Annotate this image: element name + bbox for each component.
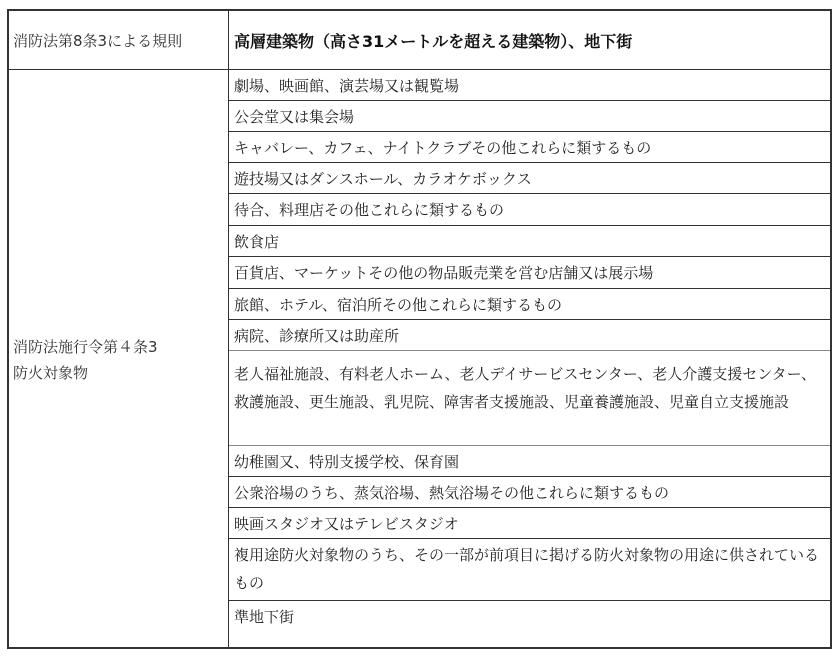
header-regulation-label: 消防法第8条3による規則 bbox=[9, 11, 229, 69]
table-row: 旅館、ホテル、宿泊所その他これらに類するもの bbox=[229, 289, 830, 320]
facility-list bbox=[229, 70, 830, 631]
table-row: 映画スタジオ又はテレビスタジオ bbox=[229, 508, 830, 539]
fire-regulation-table bbox=[7, 9, 832, 649]
table-row: 老人福祉施設、有料老人ホーム、老人デイサービスセンター、老人介護支援センター、救護施設、更生施設、乳児院、障害者支援施設、児童養護施設、児童自立支援施設 bbox=[229, 351, 830, 446]
table-row: 公衆浴場のうち、蒸気浴場、熱気浴場その他これらに類するもの bbox=[229, 477, 830, 508]
category-label-cell bbox=[9, 70, 229, 649]
table-row: 遊技場又はダンスホール、カラオケボックス bbox=[229, 163, 830, 194]
table-row: 飲食店 bbox=[229, 226, 830, 257]
table-row: 百貨店、マーケットその他の物品販売業を営む店舗又は展示場 bbox=[229, 257, 830, 289]
table-header-row bbox=[9, 11, 830, 70]
table-row: 準地下街 bbox=[234, 607, 295, 626]
table-row: 病院、診療所又は助産所 bbox=[229, 320, 830, 351]
table-row: 公会堂又は集会場 bbox=[229, 101, 830, 132]
category-label-line1: 消防法施行令第４条3 bbox=[13, 337, 158, 356]
table-row: 幼稚園又、特別支援学校、保育園 bbox=[229, 446, 830, 477]
header-building-types: 高層建築物（高さ31メートルを超える建築物）、地下街 bbox=[234, 31, 633, 51]
category-label-line2: 防火対象物 bbox=[13, 363, 89, 382]
table-row: 待合、料理店その他これらに類するもの bbox=[229, 194, 830, 226]
table-row: キャバレー、カフェ、ナイトクラブその他これらに類するもの bbox=[229, 132, 830, 163]
table-row: 劇場、映画館、演芸場又は観覧場 bbox=[229, 70, 830, 101]
table-row: 複用途防火対象物のうち、その一部が前項目に掲げる防火対象物の用途に供されているもの bbox=[229, 539, 830, 601]
